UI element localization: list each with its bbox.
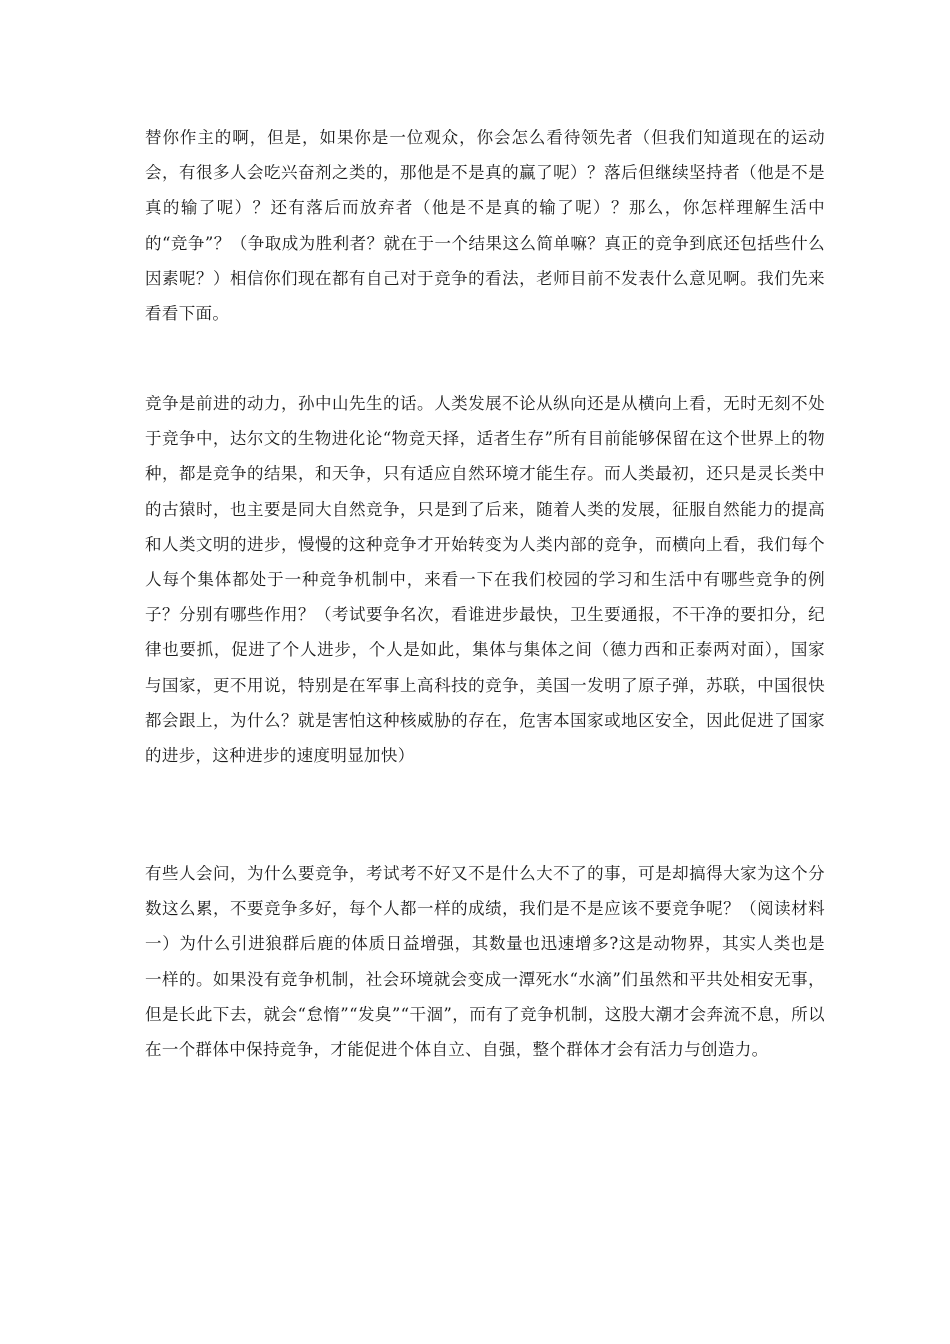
paragraph-competition-views: 替你作主的啊，但是，如果你是一位观众，你会怎么看待领先者（但我们知道现在的运动会，有很多人会吃兴奋剂之类的，那他是不是真的赢了呢）？落后但继续坚持者（他是不是真的输了呢）？还有落后而放弃者（他是不是真的输了呢）？那么，你怎样理解生活中的“竞争”？（争取成为胜利者？就在于一个结果这么简单嘛？真正的竞争到底还包括些什么因素呢？）相信你们现在都有自己对于竞争的看法，老师目前不发表什么意见啊。我们先来看看下面。 [145, 128, 825, 324]
paragraph-competition-progress: 竞争是前进的动力，孙中山先生的话。人类发展不论从纵向还是从横向上看，无时无刻不处于竞争中，达尔文的生物进化论“物竞天择，适者生存”所有目前能够保留在这个世界上的物种，都是竞争的结果，和天争，只有适应自然环境才能生存。而人类最初，还只是灵长类中的古猿时，也主要是同大自然竞争，只是到了后来，随着人类的发展，征服自然能力的提高和人类文明的进步，慢慢的这种竞争才开始转变为人类内部的竞争，而横向上看，我们每个人每个集体都处于一种竞争机制中，来看一下在我们校园的学习和生活中有哪些竞争的例子？分别有哪些作用？（考试要争名次，看谁进步最快，卫生要通报，不干净的要扣分，纪律也要抓，促进了个人进步，个人是如此，集体与集体之间（德力西和正泰两对面），国家与国家，更不用说，特别是在军事上高科技的竞争，美国一发明了原子弹，苏联，中国很快都会跟上，为什么？就是害怕这种核威胁的存在，危害本国家或地区安全，因此促进了国家的进步，这种进步的速度明显加快） [145, 394, 825, 766]
paragraph-why-compete: 有些人会问，为什么要竞争，考试考不好又不是什么大不了的事，可是却搞得大家为这个分数这么累，不要竞争多好，每个人都一样的成绩，我们是不是应该不要竞争呢？（阅读材料一）为什么引进狼群后鹿的体质日益增强，其数量也迅速增多?这是动物界，其实人类也是一样的。如果没有竞争机制，社会环境就会变成一潭死水“水滴”们虽然和平共处相安无事，但是长此下去，就会“怠惰”“发臭”“干涸”，而有了竞争机制，这股大潮才会奔流不息，所以在一个群体中保持竞争，才能促进个体自立、自强，整个群体才会有活力与创造力。 [145, 864, 825, 1060]
